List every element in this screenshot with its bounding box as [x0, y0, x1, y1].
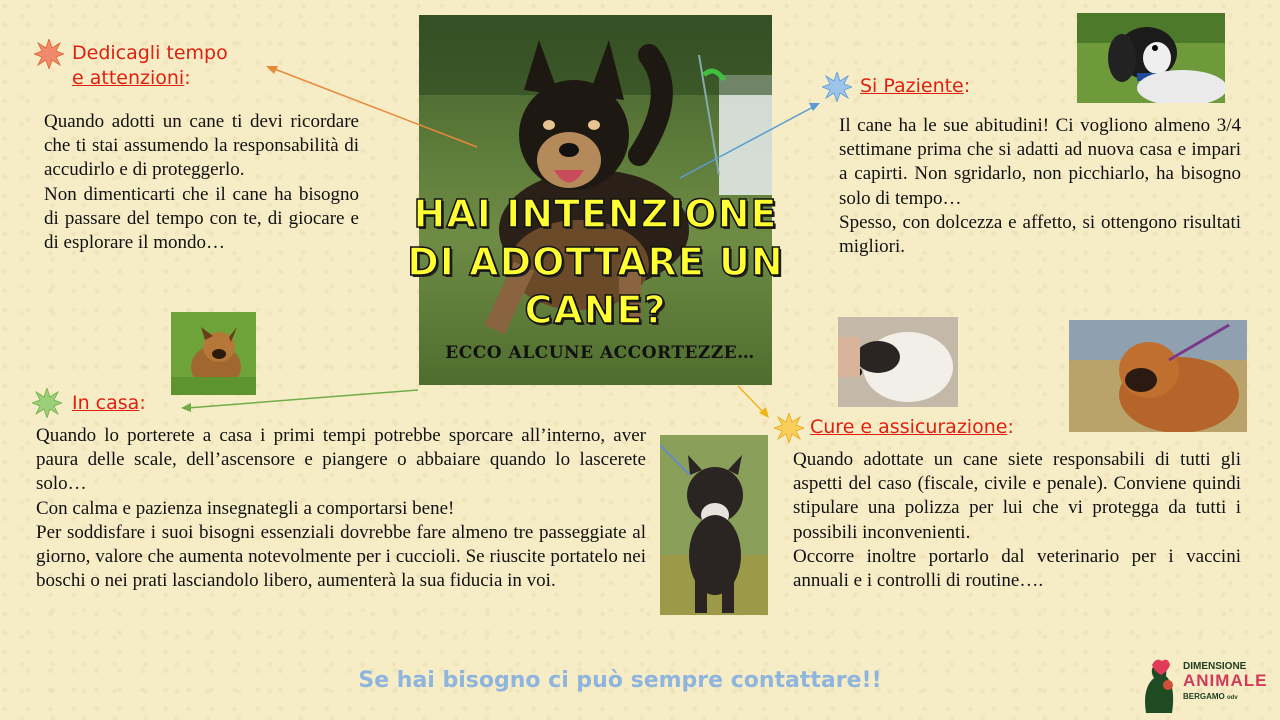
heading-paziente-text: Si Paziente: [860, 75, 964, 97]
logo-animals-icon: [1138, 655, 1182, 713]
logo-line3: BERGAMO: [1183, 692, 1225, 701]
starburst-yellow-icon: [774, 413, 804, 443]
starburst-green-icon: [32, 388, 62, 418]
heading-incasa-text: In casa: [72, 392, 140, 414]
dimensione-animale-logo: [1138, 655, 1268, 715]
contact-footer: Se hai bisogno ci può sempre contattare!!: [358, 668, 882, 693]
heading-dedicagli-line1: Dedicagli tempo: [72, 42, 228, 64]
paziente-paragraph-2: Spesso, con dolcezza e affetto, si ottengono risultati migliori.: [839, 211, 1241, 258]
logo-line3-wrap: [1183, 692, 1238, 701]
heading-paziente-colon: :: [963, 75, 971, 97]
heading-cure-text: Cure e assicurazione: [810, 416, 1008, 438]
dedicagli-paragraph-1: Quando adotti un cane ti devi ricordare che ti stai assumendo la responsabilità di accudirlo e di proteggerlo.: [44, 111, 359, 181]
poster-title: HAI INTENZIONE DI ADOTTARE UN CANE?: [407, 192, 784, 332]
cure-paragraph-1: Quando adottate un cane siete responsabili di tutti gli aspetti del caso (fiscale, civile e penale). Conviene quindi stipulare una polizza per lui che vi protegga da tutti i possibili inconvenienti.: [793, 449, 1241, 543]
section-cure-text: [793, 448, 1241, 593]
paziente-paragraph-1: Il cane ha le sue abitudini! Ci vogliono almeno 3/4 settimane prima che si adatti ad nuova casa e impari a capirti. Non sgridarlo, non picchiarlo, ha bisogno solo di tempo…: [839, 115, 1241, 209]
incasa-paragraph-2: Con calma e pazienza insegnategli a comportarsi bene!: [36, 497, 455, 519]
poster-subtitle: ECCO ALCUNE ACCORTEZZE…: [445, 343, 755, 363]
logo-line1: DIMENSIONE: [1183, 661, 1247, 672]
heading-dedicagli-colon: :: [184, 67, 191, 89]
arrow-yellow: [738, 386, 769, 418]
starburst-orange-icon: [34, 39, 64, 69]
section-dedicagli-text: [44, 110, 359, 255]
heading-cure: [810, 415, 1014, 440]
logo-line2: ANIMALE: [1183, 671, 1268, 690]
arrow-green: [181, 390, 418, 412]
arrow-blue: [680, 103, 820, 178]
heading-incasa: [72, 391, 146, 416]
cure-paragraph-2: Occorre inoltre portarlo dal veterinario per i vaccini annuali e i controlli di routine….: [793, 545, 1241, 592]
incasa-paragraph-3: Per soddisfare i suoi bisogni essenziali dovrebbe fare almeno tre passeggiate al giorno, valore che aumenta notevolmente per i cuccioli. Se riuscite portatelo nei boschi o nei prati lasciandolo libero, aumenterà la sua fiducia in voi.: [36, 521, 646, 592]
heading-paziente: [860, 74, 970, 99]
heading-cure-colon: :: [1007, 416, 1014, 438]
starburst-blue-icon: [822, 72, 852, 102]
heading-dedicagli-line2: e attenzioni: [72, 67, 185, 89]
dedicagli-paragraph-2: Non dimenticarti che il cane ha bisogno di passare del tempo con te, di giocare e di esplorare il mondo…: [44, 183, 359, 254]
section-paziente-text: [839, 114, 1241, 259]
logo-line3-suffix: odv: [1227, 695, 1238, 701]
incasa-paragraph-1: Quando lo porterete a casa i primi tempi potrebbe sporcare all’interno, aver paura delle scale, dell’ascensore e piangere o abbaiare quando lo lascerete solo…: [36, 425, 646, 495]
heading-dedicagli: [72, 41, 228, 91]
section-incasa-text: [36, 424, 646, 593]
heading-incasa-colon: :: [139, 392, 146, 414]
